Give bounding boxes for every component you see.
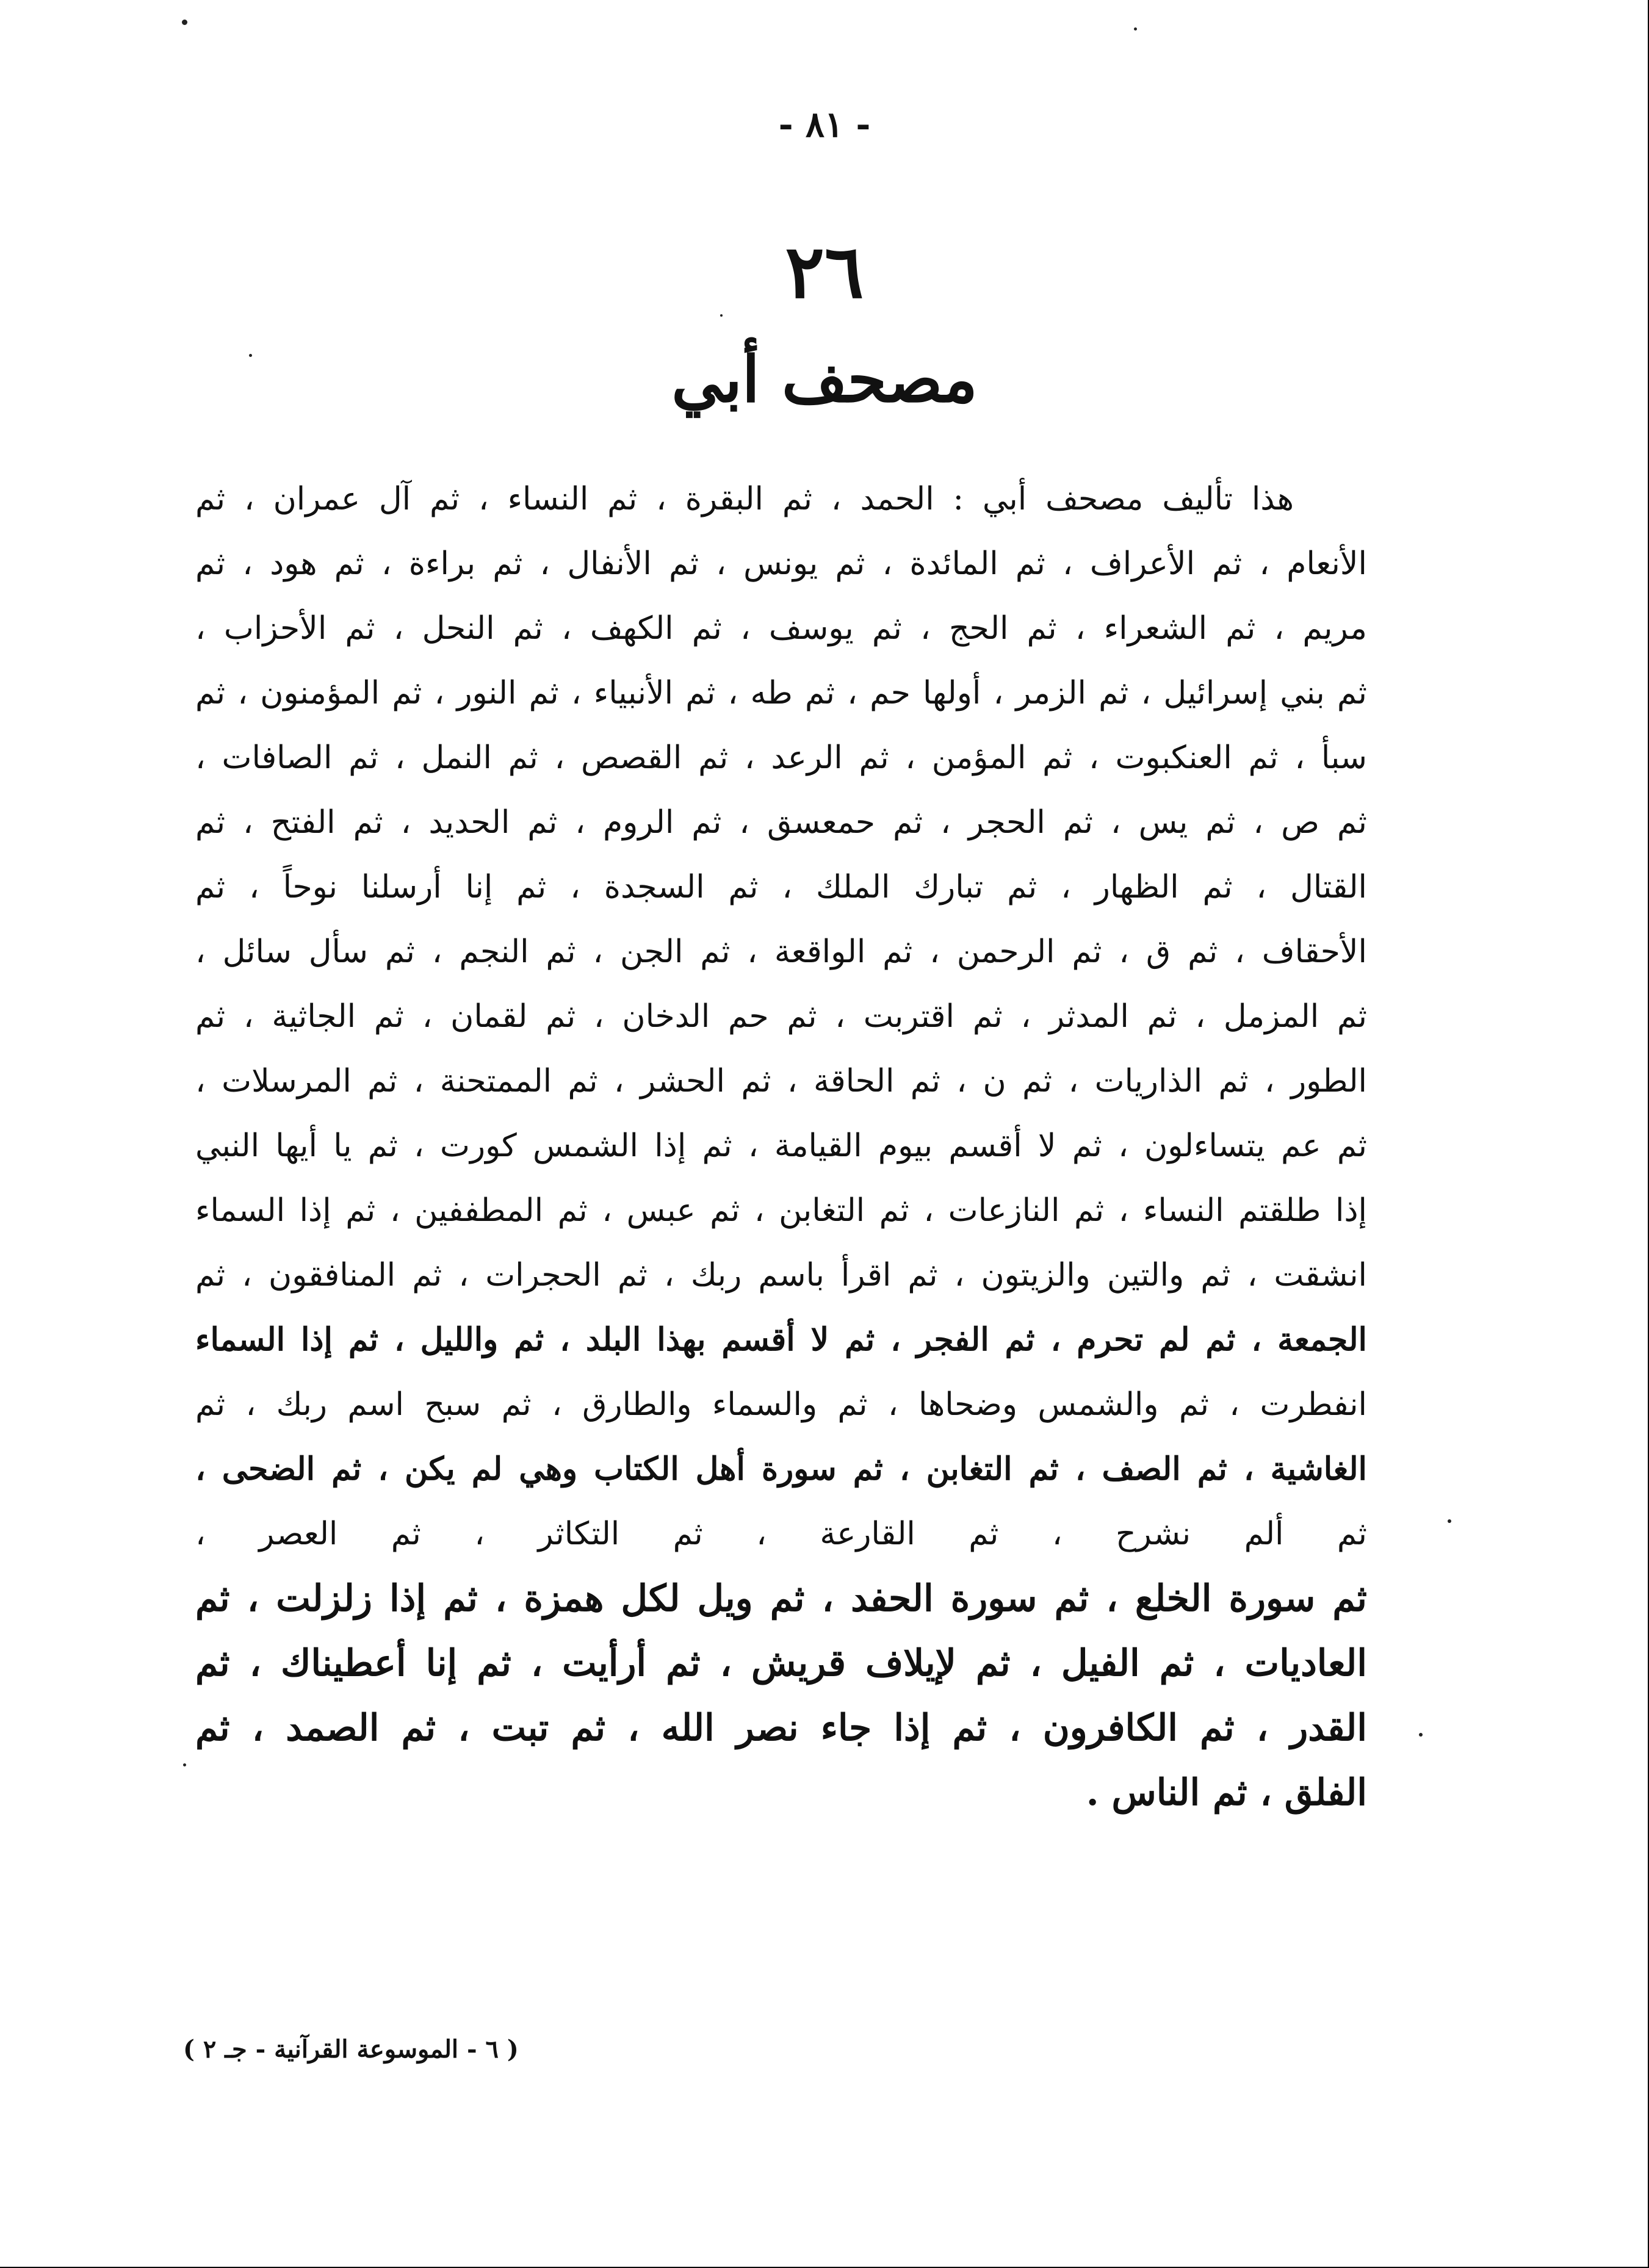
- text-line: سبأ ، ثم العنكبوت ، ثم المؤمن ، ثم الرعد ، ثم القصص ، ثم النمل ، ثم الصافات ،: [195, 740, 1367, 776]
- chapter-title: مصحف أبي: [671, 342, 978, 417]
- text-line: الفلق ، ثم الناس .: [1086, 1771, 1367, 1814]
- text-line: العاديات ، ثم الفيل ، ثم لإيلاف قريش ، ثم أرأيت ، ثم إنا أعطيناك ، ثم: [195, 1642, 1367, 1685]
- page-number: - ٨١ -: [778, 104, 871, 145]
- text-line: انشقت ، ثم والتين والزيتون ، ثم اقرأ باسم ربك ، ثم الحجرات ، ثم المنافقون ، ثم: [195, 1257, 1367, 1294]
- text-line: القتال ، ثم الظهار ، ثم تبارك الملك ، ثم السجدة ، ثم إنا أرسلنا نوحاً ، ثم: [195, 869, 1367, 905]
- text-line: ثم سورة الخلع ، ثم سورة الحفد ، ثم ويل لكل همزة ، ثم إذا زلزلت ، ثم: [195, 1577, 1367, 1620]
- text-line: الأحقاف ، ثم ق ، ثم الرحمن ، ثم الواقعة ، ثم الجن ، ثم النجم ، ثم سأل سائل ،: [195, 934, 1368, 970]
- text-line: الغاشية ، ثم الصف ، ثم التغابن ، ثم سورة أهل الكتاب وهي لم يكن ، ثم الضحى ،: [195, 1450, 1367, 1488]
- body-text: [195, 467, 1367, 1825]
- text-line: الأنعام ، ثم الأعراف ، ثم المائدة ، ثم يونس ، ثم الأنفال ، ثم براءة ، ثم هود ، ثم: [195, 545, 1367, 582]
- text-line: ثم بني إسرائيل ، ثم الزمر ، أولها حم ، ثم طه ، ثم الأنبياء ، ثم النور ، ثم المؤمنون ، ثم: [195, 675, 1367, 711]
- text-line: ثم ص ، ثم يس ، ثم الحجر ، ثم حمعسق ، ثم الروم ، ثم الحديد ، ثم الفتح ، ثم: [195, 804, 1367, 841]
- text-line: الجمعة ، ثم لم تحرم ، ثم الفجر ، ثم لا أقسم بهذا البلد ، ثم والليل ، ثم إذا السماء: [195, 1321, 1367, 1358]
- scan-speck: [182, 20, 187, 25]
- text-line: هذا تأليف مصحف أبي : الحمد ، ثم البقرة ، ثم النساء ، ثم آل عمران ، ثم: [195, 481, 1294, 517]
- scan-speck: [1448, 1519, 1451, 1523]
- scan-speck: [249, 354, 252, 357]
- text-line: ثم عم يتساءلون ، ثم لا أقسم بيوم القيامة ، ثم إذا الشمس كورت ، ثم يا أيها النبي: [195, 1128, 1367, 1164]
- scan-speck: [720, 314, 723, 317]
- text-line: انفطرت ، ثم والشمس وضحاها ، ثم والسماء والطارق ، ثم سبح اسم ربك ، ثم: [195, 1386, 1367, 1423]
- text-line: القدر ، ثم الكافرون ، ثم إذا جاء نصر الله ، ثم تبت ، ثم الصمد ، ثم: [195, 1707, 1367, 1749]
- scan-speck: [1134, 27, 1137, 31]
- chapter-number: ٢٦: [785, 229, 864, 315]
- scan-speck: [183, 1763, 186, 1766]
- text-line: إذا طلقتم النساء ، ثم النازعات ، ثم التغابن ، ثم عبس ، ثم المطففين ، ثم إذا السماء: [195, 1192, 1367, 1229]
- scan-speck: [1419, 1733, 1423, 1737]
- text-line: مريم ، ثم الشعراء ، ثم الحج ، ثم يوسف ، ثم الكهف ، ثم النحل ، ثم الأحزاب ،: [195, 610, 1367, 647]
- text-line: ثم المزمل ، ثم المدثر ، ثم اقتربت ، ثم حم الدخان ، ثم لقمان ، ثم الجاثية ، ثم: [195, 998, 1367, 1035]
- text-line: ثم ألم نشرح ، ثم القارعة ، ثم التكاثر ، ثم العصر ،: [195, 1516, 1367, 1552]
- text-line: الطور ، ثم الذاريات ، ثم ن ، ثم الحاقة ، ثم الحشر ، ثم الممتحنة ، ثم المرسلات ،: [195, 1063, 1367, 1100]
- footer-note: ( ٦ - الموسوعة القرآنية - جـ ٢ ): [183, 2035, 519, 2064]
